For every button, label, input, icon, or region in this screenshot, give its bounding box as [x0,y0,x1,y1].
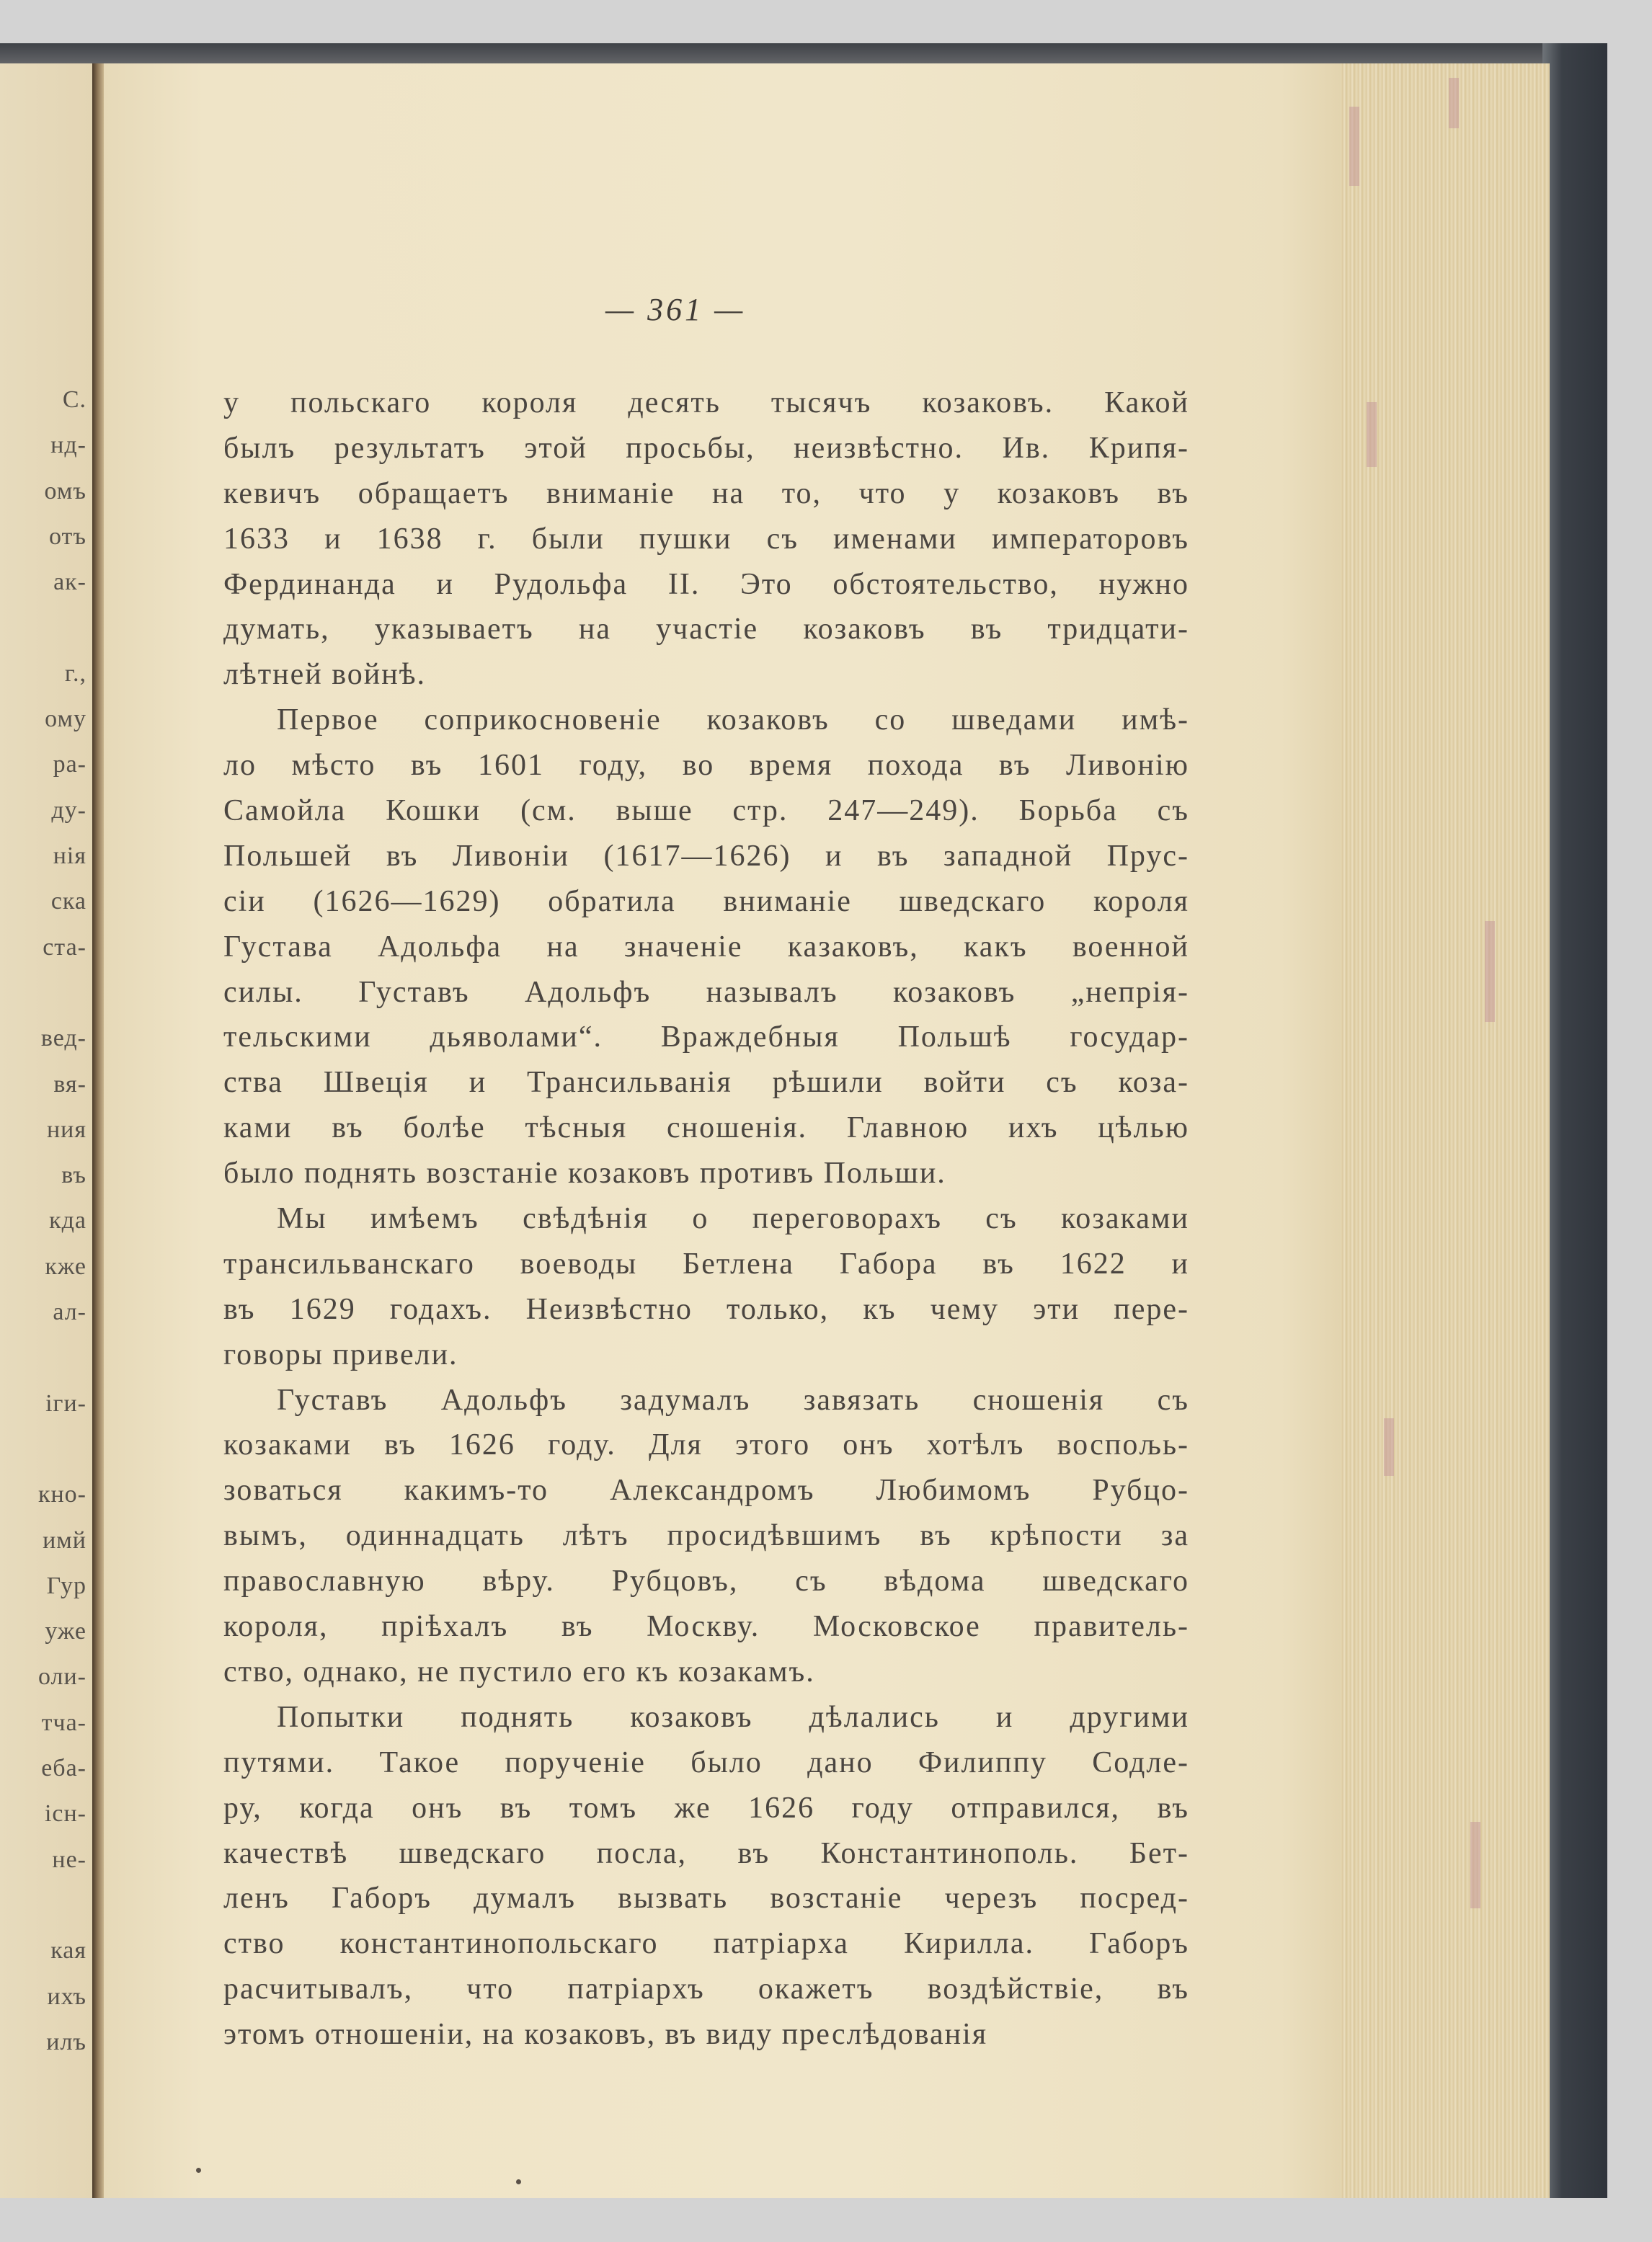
text-line: былъ результатъ этой просьбы, неизвѣстно. Ив. Крипя- [223,431,1189,465]
left-page-fragment: кда [49,1207,86,1235]
text-line: силы. Густавъ Адольфъ называлъ козаковъ „непрія- [223,975,1189,1009]
left-page-fragment: оли- [37,1663,86,1691]
left-page-fragment: еба- [41,1755,86,1781]
text-line: вымъ, одиннадцать лѣтъ просидѣвшимъ въ крѣпости за [223,1519,1189,1553]
text-line: 1633 и 1638 г. были пушки съ именами императоровъ [223,522,1189,556]
left-page-fragment: існ- [44,1800,86,1828]
background-right-strip [1542,43,1607,2198]
text-line: тельскими дьяволами“. Враждебныя Польшѣ государ- [223,1020,1189,1054]
left-page-fragment: тча- [41,1709,86,1736]
left-page-fragment: ихъ [47,1983,86,2010]
left-page-fragment: омъ [44,477,86,504]
left-page-fragment: С. [62,386,86,413]
left-page-fragment: ал- [53,1299,86,1325]
text-line: было поднять возстаніе козаковъ противъ Польши. [223,1157,946,1191]
left-page-fragment: ста- [43,933,86,961]
left-page-fragment: кая [50,1937,86,1965]
left-page-fragment: ния [46,1116,86,1143]
body-text [223,381,1189,2058]
left-facing-page [0,63,94,2198]
text-line: лѣтней войнѣ. [223,658,427,692]
text-line: Самойла Кошки (см. выше стр. 247—249). Борьба съ [223,794,1189,828]
left-page-fragment: кже [45,1253,86,1280]
text-line: ство, однако, не пустило его къ козакамъ. [223,1655,815,1689]
text-line: трансильванскаго воеводы Бетлена Габора въ 1622 и [223,1247,1189,1281]
text-line: Густавъ Адольфъ задумалъ завязать сношенія съ [277,1383,1189,1417]
page-number: — 361 — [605,292,746,327]
text-line: ру, когда онъ въ томъ же 1626 году отправился, въ [223,1791,1189,1825]
book-gutter [92,63,104,2198]
left-page-fragment: илъ [46,2028,86,2055]
left-page-fragment: имй [43,1526,86,1554]
text-line: думать, указываетъ на участіе козаковъ въ тридцати- [223,613,1189,646]
right-page [104,63,1344,2198]
book-spread [0,63,1550,2198]
text-line: зоваться какимъ-то Александромъ Любимомъ Рубцо- [223,1474,1189,1508]
left-page-fragment: ра- [53,751,86,778]
text-line: говоры привели. [223,1338,458,1371]
left-page-fragment: отъ [49,522,86,550]
text-line: кевичъ обращаетъ вниманіе на то, что у козаковъ въ [223,476,1189,510]
text-line: ло мѣсто въ 1601 году, во время похода въ Ливонію [223,749,1189,783]
left-page-fragment: ак- [53,569,86,596]
text-line: качествѣ шведскаго посла, въ Константинополь. Бет- [223,1836,1189,1870]
left-page-fragment: ска [50,888,86,915]
left-page-fragment: нія [53,842,86,869]
left-page-fragment: уже [45,1618,86,1645]
page-block-edges [1341,63,1550,2198]
text-line: расчитывалъ, что патріархъ окажетъ воздѣйствіе, въ [223,1972,1189,2006]
left-page-fragment: въ [61,1162,86,1189]
text-line: козаками въ 1626 году. Для этого онъ хотѣлъ воспољь- [223,1428,1189,1462]
left-page-fragment: кно- [37,1481,86,1508]
text-line: Фердинанда и Рудольфа II. Это обстоятельство, нужно [223,567,1189,601]
text-line: путями. Такое порученіе было дано Филиппу Содле- [223,1745,1189,1779]
text-line: Густава Адольфа на значеніе казаковъ, какъ военной [223,930,1189,964]
left-page-fragment: Гур [46,1572,86,1599]
text-line: Попытки поднять козаковъ дѣлались и другими [277,1700,1189,1734]
left-page-fragment: ду- [51,796,86,824]
left-page-fragment: іги- [45,1389,86,1417]
left-page-fragment: вед- [40,1025,86,1052]
text-line: православную вѣру. Рубцовъ, съ вѣдома шведскаго [223,1565,1189,1598]
text-line: сіи (1626—1629) обратила вниманіе шведскаго короля [223,884,1189,918]
left-page-fragment: нд- [50,432,86,459]
text-line: ками въ болѣе тѣсныя сношенія. Главною ихъ цѣлью [223,1111,1189,1145]
text-line: ство константинопольскаго патріарха Кирилла. Габоръ [223,1927,1189,1961]
text-line: у польскаго короля десять тысячъ козаковъ. Какой [223,386,1189,419]
text-line: въ 1629 годахъ. Неизвѣстно только, къ чему эти пере- [223,1292,1189,1326]
left-page-fragment: вя- [53,1070,86,1098]
left-page-fragment: ому [45,706,86,733]
text-line: Польшей въ Ливоніи (1617—1626) и въ западной Прус- [223,839,1189,873]
text-line: этомъ отношеніи, на козаковъ, въ виду преслѣдованія [223,2018,988,2052]
text-line: Первое соприкосновеніе козаковъ со шведами имѣ- [277,703,1189,737]
paper-speck [516,2179,521,2184]
paper-speck [196,2168,201,2173]
text-line: Мы имѣемъ свѣдѣнія о переговорахъ съ козаками [277,1202,1189,1236]
text-line: ства Швеція и Трансильванія рѣшили войти съ коза- [223,1066,1189,1100]
left-page-fragment: не- [52,1846,86,1873]
text-line: ленъ Габоръ думалъ вызвать возстаніе черезъ посред- [223,1882,1189,1916]
text-line: короля, пріѣхалъ въ Москву. Московское правитель- [223,1610,1189,1644]
left-page-fragment: г., [64,659,86,687]
